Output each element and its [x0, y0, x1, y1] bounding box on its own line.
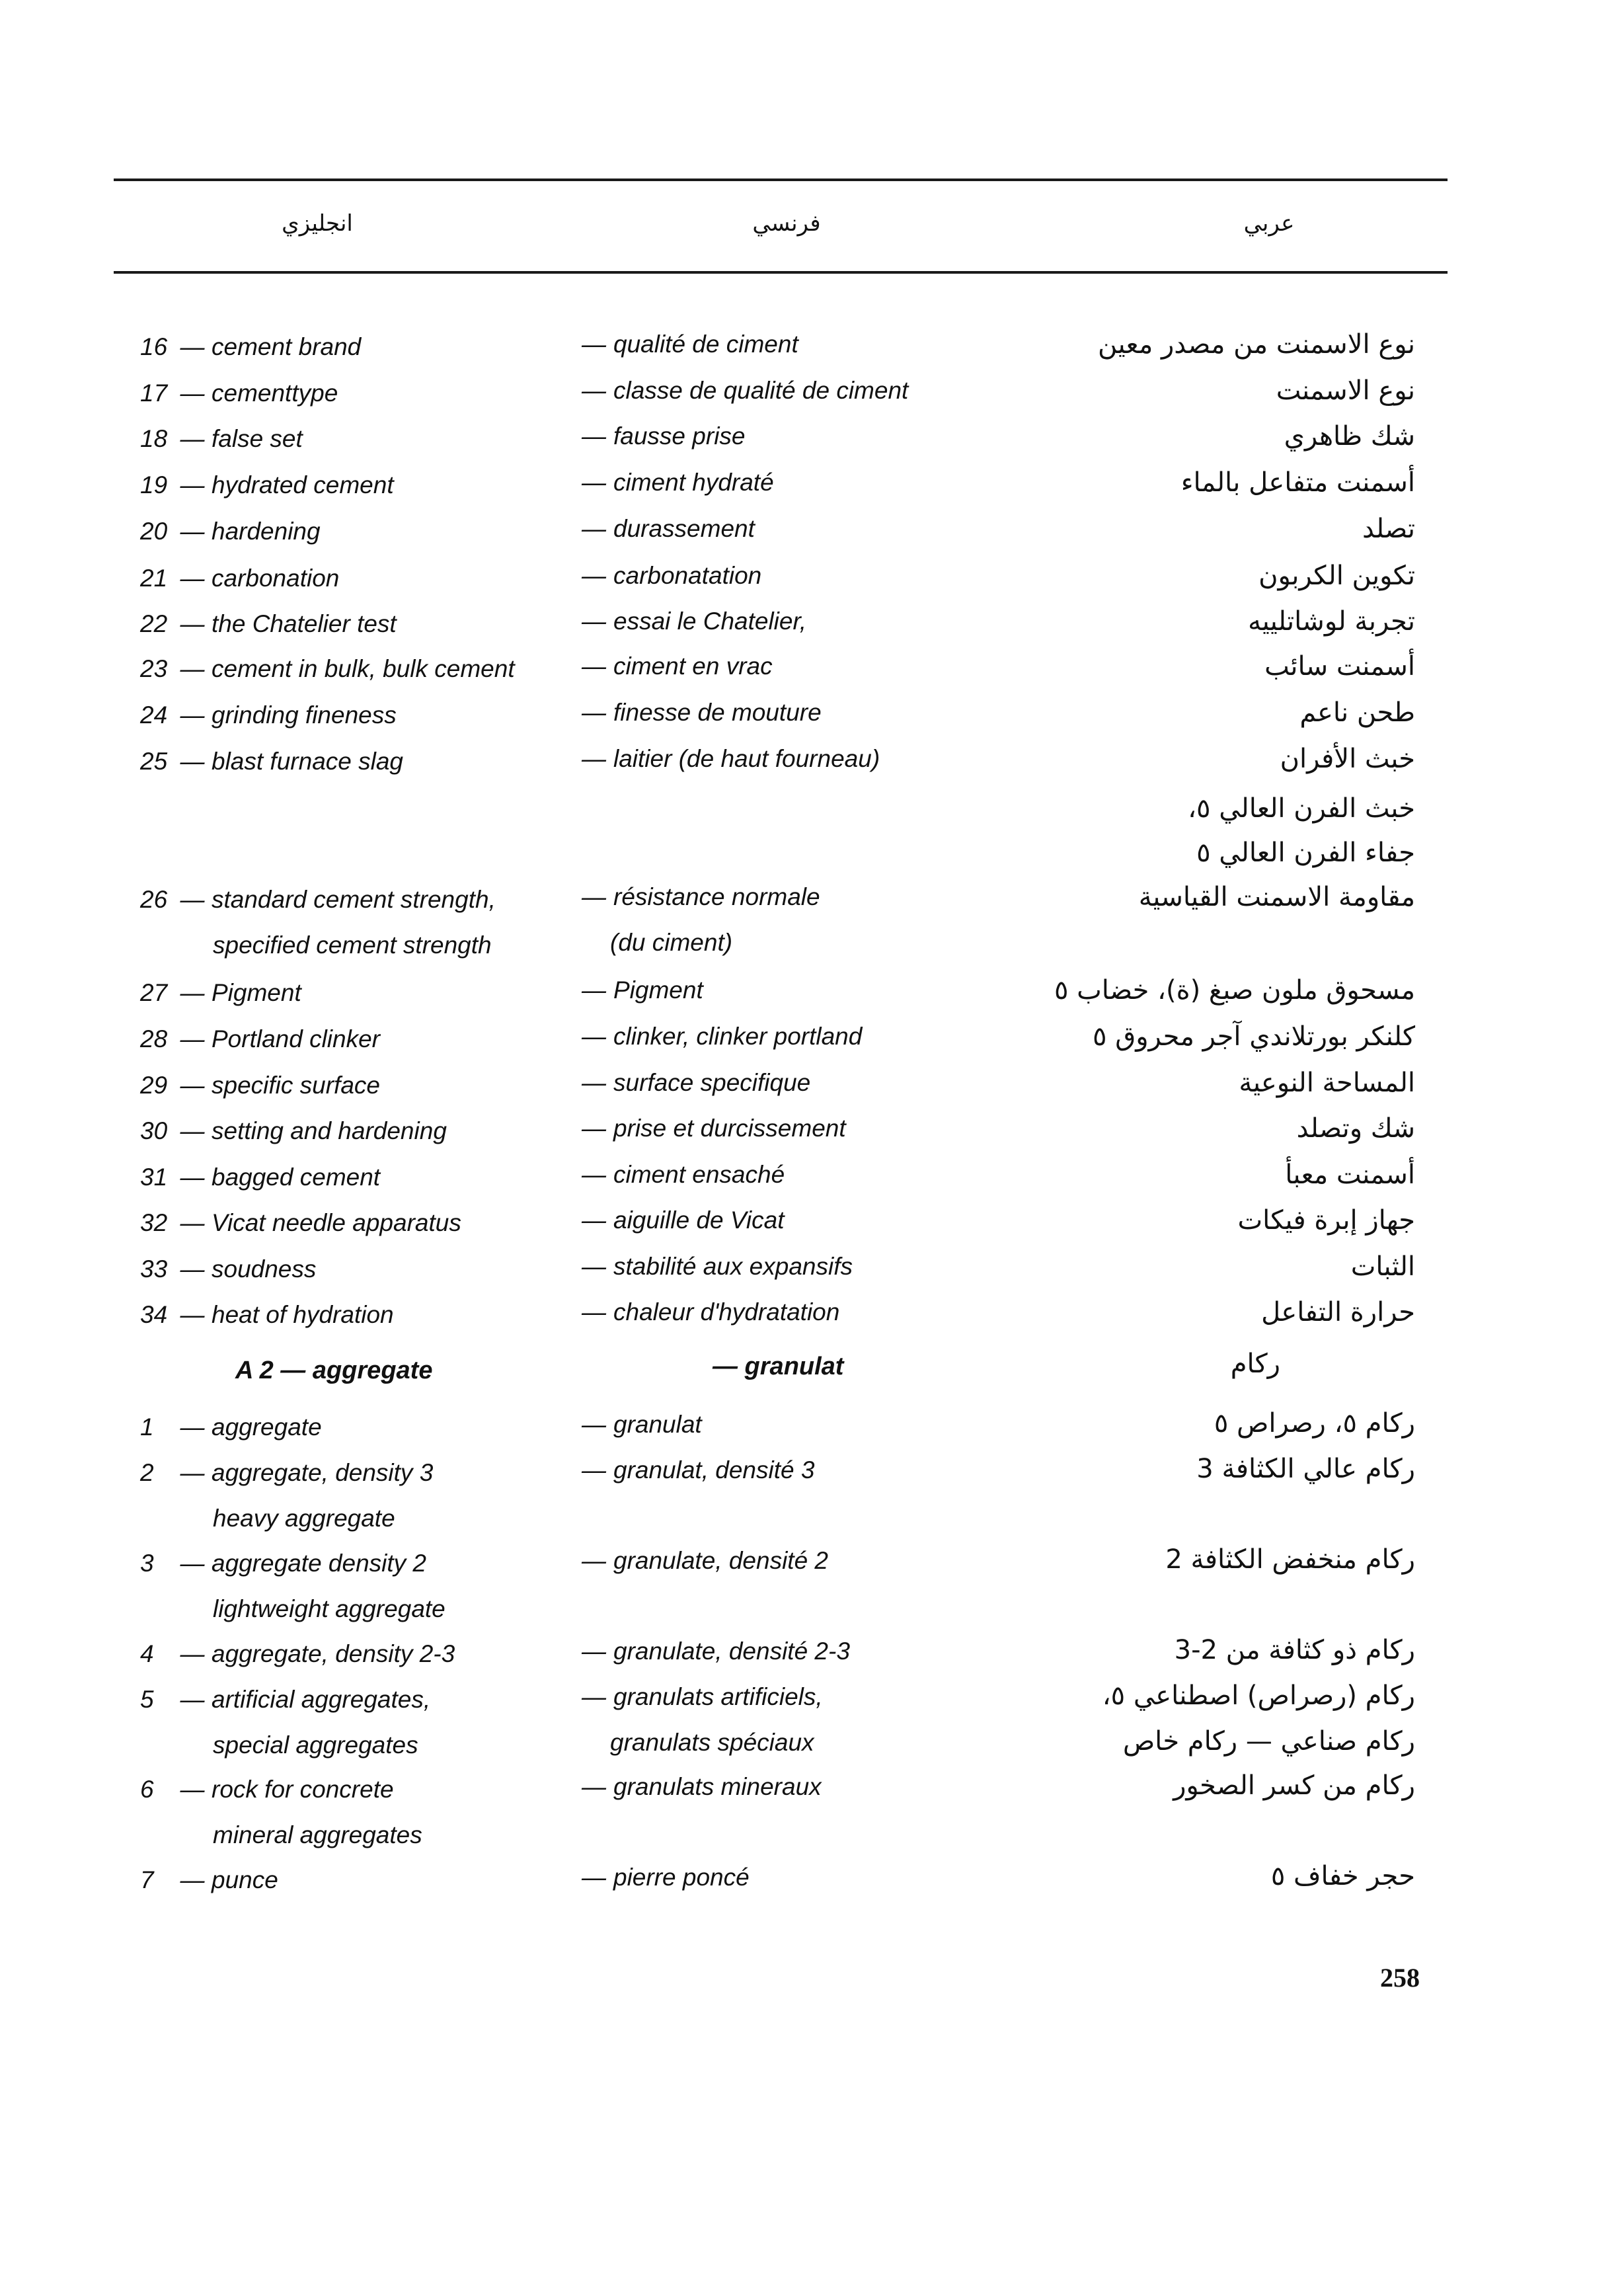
entry-number: 4 [140, 1640, 154, 1667]
entry-number: 18 [140, 425, 168, 452]
entry-dash: — [582, 469, 606, 496]
entry-english-term: hydrated cement [212, 471, 394, 498]
entry-arabic: كلنكر بورتلاندي آجر محروق ٥ [1093, 1021, 1415, 1052]
entry-english [140, 609, 397, 639]
entry-number: 25 [140, 748, 168, 775]
entry-number: 33 [140, 1255, 168, 1283]
entry-french-term: prise et durcissement [613, 1115, 846, 1142]
entry-english-term: Vicat needle apparatus [212, 1209, 461, 1236]
entry-french [582, 514, 755, 544]
entry-arabic: ركام (رصراص) اصطناعي ٥، [1102, 1681, 1415, 1711]
entry-dash: — [180, 1413, 205, 1441]
entry-english [140, 654, 515, 684]
entry-english-term: bagged cement [212, 1164, 381, 1191]
entry-english-term: false set [212, 425, 303, 452]
entry-french-term: classe de qualité de ciment [613, 377, 909, 404]
section-heading-arabic: ركام [1230, 1349, 1280, 1379]
entry-english-term: blast furnace slag [212, 748, 404, 775]
entry-number: 17 [140, 379, 168, 407]
column-header-english: انجليزي [282, 210, 353, 237]
entry-english [140, 516, 321, 547]
entry-english [140, 700, 397, 731]
entry-arabic: شك وتصلد [1296, 1113, 1415, 1144]
column-header-arabic: عربي [1243, 210, 1295, 237]
entry-arabic: مسحوق ملون صبغ (ة)، خضاب ٥ [1054, 975, 1415, 1006]
entry-french-term: durassement [613, 515, 755, 542]
entry-english-term: heat of hydration [212, 1301, 394, 1328]
entry-english-term: cementtype [212, 379, 338, 407]
entry-arabic: أسمنت متفاعل بالماء [1180, 467, 1415, 498]
entry-french-term: Pigment [613, 976, 703, 1004]
entry-french [582, 882, 820, 912]
page-number: 258 [1380, 1963, 1420, 1993]
entry-dash: — [180, 1550, 205, 1577]
entry-french-term: résistance normale [613, 883, 820, 910]
entry-english [140, 1412, 322, 1443]
entry-english-term: punce [212, 1866, 278, 1893]
entry-french [582, 1772, 822, 1802]
entry-french-term: surface specifique [613, 1069, 811, 1096]
entry-english-term: hardening [212, 518, 321, 545]
entry-french [582, 1636, 850, 1667]
section-heading-french: — granulat [713, 1353, 844, 1380]
entry-english [140, 1865, 278, 1895]
entry-arabic: مقاومة الاسمنت القياسية [1138, 882, 1415, 912]
entry-arabic: حرارة التفاعل [1261, 1297, 1415, 1327]
entry-english [140, 978, 301, 1008]
entry-english-continuation: mineral aggregates [213, 1821, 422, 1848]
entry-dash: — [180, 1072, 205, 1099]
entry-english-continuation: specified cement strength [213, 931, 492, 959]
entry-dash: — [582, 562, 606, 589]
entry-dash: — [180, 1866, 205, 1893]
entry-arabic: تكوين الكربون [1258, 561, 1415, 591]
entry-dash: — [180, 701, 205, 729]
entry-dash: — [180, 979, 205, 1006]
entry-french-term: clinker, clinker portland [613, 1023, 863, 1050]
entry-dash: — [180, 1686, 205, 1713]
entry-english-term: specific surface [212, 1072, 380, 1099]
entry-arabic-extra: جفاء الفرن العالي ٥ [1196, 838, 1415, 868]
entry-number: 27 [140, 979, 168, 1006]
entry-dash: — [582, 1683, 606, 1710]
entry-arabic: نوع الاسمنت [1276, 376, 1415, 406]
entry-number: 34 [140, 1301, 168, 1328]
entry-english [140, 378, 338, 409]
entry-arabic: أسمنت معبأ [1285, 1160, 1415, 1190]
entry-french [582, 329, 798, 360]
entry-english [140, 470, 394, 500]
entry-english [140, 1116, 447, 1146]
entry-dash: — [180, 379, 205, 407]
entry-arabic: نوع الاسمنت من مصدر معين [1098, 329, 1415, 360]
entry-dash: — [582, 608, 606, 635]
entry-english [140, 1208, 461, 1238]
entry-number: 21 [140, 565, 168, 592]
entry-french [582, 1546, 828, 1576]
entry-english-term: aggregate density 2 [212, 1550, 427, 1577]
entry-dash: — [180, 1025, 205, 1052]
entry-english-term: cement brand [212, 333, 362, 360]
entry-dash: — [180, 886, 205, 913]
entry-french-term: ciment hydraté [613, 469, 774, 496]
entry-number: 23 [140, 655, 168, 682]
entry-english [140, 332, 361, 362]
entry-dash: — [180, 565, 205, 592]
entry-dash: — [582, 1773, 606, 1800]
entry-french [582, 744, 880, 774]
entry-english [140, 746, 403, 777]
entry-arabic: تصلد [1362, 514, 1415, 544]
entry-arabic: الثبات [1350, 1251, 1415, 1282]
entry-english-term: aggregate, density 2-3 [212, 1640, 455, 1667]
entry-french-term: granulate, densité 2-3 [613, 1638, 850, 1665]
entry-dash: — [582, 1547, 606, 1574]
entry-french [582, 1409, 702, 1440]
entry-dash: — [582, 1298, 606, 1326]
entry-number: 6 [140, 1776, 154, 1803]
entry-dash: — [582, 1023, 606, 1050]
entry-english-term: setting and hardening [212, 1117, 447, 1144]
entry-number: 31 [140, 1164, 168, 1191]
entry-english-term: cement in bulk, bulk cement [212, 655, 515, 682]
entry-french [582, 1297, 839, 1327]
entry-number: 32 [140, 1209, 168, 1236]
entry-french [582, 1160, 785, 1190]
entry-english-term: the Chatelier test [212, 610, 397, 637]
entry-french-term: qualité de ciment [613, 331, 798, 358]
entry-dash: — [582, 883, 606, 910]
entry-number: 20 [140, 518, 168, 545]
entry-french [582, 697, 822, 728]
entry-french [582, 975, 703, 1006]
entry-english [140, 1300, 394, 1330]
entry-french [582, 1455, 814, 1485]
entry-dash: — [582, 331, 606, 358]
entry-dash: — [582, 1161, 606, 1188]
entry-english-continuation: special aggregates [213, 1731, 418, 1759]
entry-english-term: rock for concrete [212, 1776, 394, 1803]
entry-french [582, 1021, 862, 1052]
entry-dash: — [180, 1164, 205, 1191]
entry-dash: — [180, 1459, 205, 1486]
entry-english-term: standard cement strength, [212, 886, 496, 913]
entry-french-term: granulate, densité 2 [613, 1547, 829, 1574]
entry-arabic: ركام ذو كثافة من 2-3 [1174, 1635, 1415, 1665]
entry-dash: — [582, 1638, 606, 1665]
entry-french [582, 467, 774, 498]
entry-dash: — [582, 1207, 606, 1234]
entry-dash: — [582, 976, 606, 1004]
entry-number: 5 [140, 1686, 154, 1713]
entry-french-term: chaleur d'hydratation [613, 1298, 840, 1326]
entry-english [140, 1548, 426, 1579]
entry-arabic: تجربة لوشاتلييه [1248, 606, 1415, 637]
entry-dash: — [180, 1117, 205, 1144]
entry-number: 28 [140, 1025, 168, 1052]
entry-number: 19 [140, 471, 168, 498]
entry-french-term: essai le Chatelier, [613, 608, 807, 635]
entry-arabic-continuation: ركام صناعي — ركام خاص [1122, 1726, 1415, 1757]
entry-french [582, 421, 746, 452]
entry-french-term: ciment en vrac [613, 653, 773, 680]
entry-english [140, 1254, 316, 1285]
entry-dash: — [582, 515, 606, 542]
entry-french [582, 606, 806, 637]
entry-dash: — [180, 655, 205, 682]
entry-dash: — [582, 1456, 606, 1484]
entry-english [140, 563, 339, 594]
entry-french [582, 651, 773, 682]
entry-english-term: grinding fineness [212, 701, 397, 729]
entry-dash: — [180, 425, 205, 452]
entry-arabic: جهاز إبرة فيكات [1237, 1205, 1415, 1236]
entry-number: 16 [140, 333, 168, 360]
entry-dash: — [582, 422, 606, 450]
entry-arabic-extra: خبث الفرن العالي ٥، [1188, 793, 1415, 824]
entry-english-term: aggregate, density 3 [212, 1459, 434, 1486]
entry-arabic: طحن ناعم [1299, 697, 1415, 728]
entry-english [140, 1458, 433, 1488]
entry-french-continuation: granulats spéciaux [610, 1729, 814, 1756]
entry-dash: — [582, 745, 606, 772]
entry-number: 29 [140, 1072, 168, 1099]
entry-dash: — [180, 610, 205, 637]
entry-english [140, 1684, 430, 1715]
entry-dash: — [582, 653, 606, 680]
entry-french [582, 1251, 853, 1282]
entry-french [582, 1682, 823, 1712]
entry-french-term: granulat [613, 1411, 702, 1438]
entry-english [140, 1024, 380, 1054]
entry-english-term: soudness [212, 1255, 317, 1283]
entry-french-term: aiguille de Vicat [613, 1207, 785, 1234]
entry-french-term: granulats mineraux [613, 1773, 822, 1800]
entry-number: 1 [140, 1413, 154, 1441]
entry-number: 7 [140, 1866, 154, 1893]
entry-english-term: aggregate [212, 1413, 322, 1441]
entry-french-term: finesse de mouture [613, 699, 822, 726]
entry-english [140, 424, 303, 454]
entry-english-term: Pigment [212, 979, 301, 1006]
entry-arabic: شك ظاهري [1284, 421, 1415, 452]
entry-arabic: المساحة النوعية [1239, 1068, 1415, 1098]
entry-french [582, 1205, 785, 1236]
entry-french [582, 1068, 810, 1098]
entry-french [582, 561, 761, 591]
entry-dash: — [180, 1255, 205, 1283]
entry-number: 24 [140, 701, 168, 729]
entry-arabic: أسمنت سائب [1264, 651, 1415, 682]
entry-dash: — [582, 1115, 606, 1142]
entry-french-term: granulats artificiels, [613, 1683, 823, 1710]
entry-arabic: ركام ٥، رصراص ٥ [1214, 1408, 1415, 1439]
entry-dash: — [180, 333, 205, 360]
entry-dash: — [582, 1069, 606, 1096]
entry-number: 26 [140, 886, 168, 913]
entry-french-term: laitier (de haut fourneau) [613, 745, 880, 772]
entry-dash: — [582, 1864, 606, 1891]
entry-arabic: حجر خفاف ٥ [1270, 1861, 1415, 1891]
entry-number: 30 [140, 1117, 168, 1144]
section-heading-english: A 2 — aggregate [235, 1357, 433, 1384]
entry-dash: — [582, 377, 606, 404]
entry-number: 22 [140, 610, 168, 637]
entry-arabic: ركام منخفض الكثافة 2 [1165, 1544, 1415, 1575]
entry-english [140, 1070, 380, 1101]
entry-english-continuation: heavy aggregate [213, 1505, 395, 1532]
entry-english-term: carbonation [212, 565, 340, 592]
entry-dash: — [180, 1776, 205, 1803]
entry-dash: — [582, 1411, 606, 1438]
entry-french-term: fausse prise [613, 422, 746, 450]
entry-french [582, 1113, 846, 1144]
entry-french [582, 1862, 750, 1893]
entry-dash: — [180, 748, 205, 775]
entry-english [140, 885, 496, 915]
entry-arabic: ركام من كسر الصخور [1173, 1770, 1415, 1801]
entry-english-term: artificial aggregates, [212, 1686, 431, 1713]
entry-number: 2 [140, 1459, 154, 1486]
entry-dash: — [180, 1640, 205, 1667]
entry-french-term: pierre poncé [613, 1864, 750, 1891]
entry-dash: — [180, 1301, 205, 1328]
entry-dash: — [180, 518, 205, 545]
column-header-french: فرنسي [752, 210, 821, 237]
entry-dash: — [582, 699, 606, 726]
entry-english-term: Portland clinker [212, 1025, 381, 1052]
entry-arabic: خبث الأفران [1280, 744, 1415, 774]
entry-french [582, 376, 908, 406]
entry-french-term: carbonatation [613, 562, 762, 589]
entry-english [140, 1162, 380, 1193]
entry-french-term: granulat, densité 3 [613, 1456, 815, 1484]
entry-english [140, 1774, 394, 1805]
entry-dash: — [582, 1253, 606, 1280]
entry-arabic: ركام عالي الكثافة 3 [1196, 1454, 1415, 1484]
entry-dash: — [180, 1209, 205, 1236]
entry-french-continuation: (du ciment) [610, 929, 733, 956]
entry-dash: — [180, 471, 205, 498]
entry-english [140, 1639, 455, 1669]
entry-english-continuation: lightweight aggregate [213, 1595, 445, 1622]
entry-french-term: stabilité aux expansifs [613, 1253, 853, 1280]
entry-number: 3 [140, 1550, 154, 1577]
entry-french-term: ciment ensaché [613, 1161, 785, 1188]
